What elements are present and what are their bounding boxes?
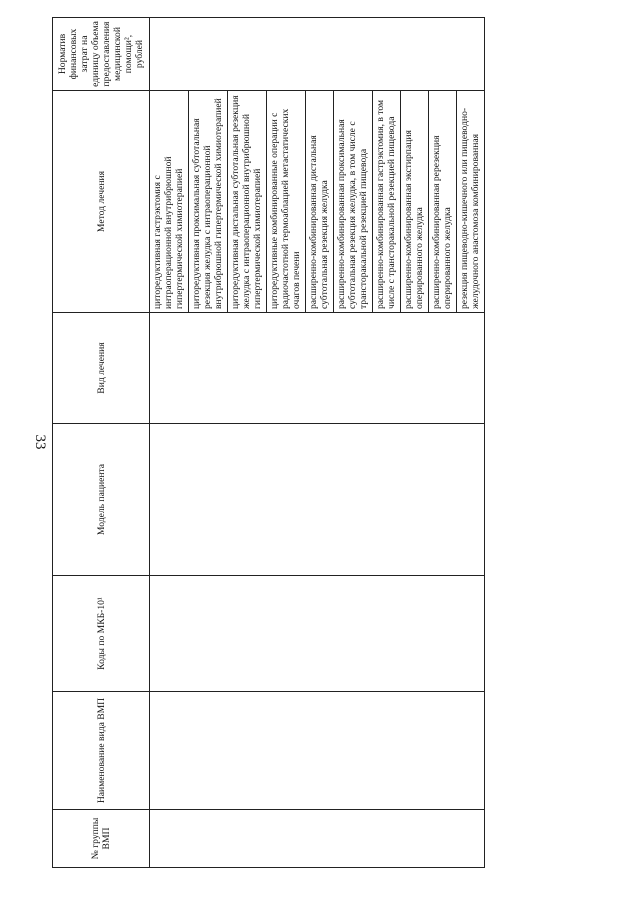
method-item: расширенно-комбинированная проксимальная субтотальная резекция желудка, в том числе с трансторакальной резекцией пищевода bbox=[334, 91, 373, 312]
header-row bbox=[53, 18, 150, 868]
method-item: циторедуктивные комбинированные операции с радиочастотной термоаблацией метастатических очагов печени bbox=[267, 91, 306, 312]
header-treatment-method: Метод лечения bbox=[53, 91, 150, 313]
header-patient-model: Модель пациента bbox=[53, 424, 150, 576]
cell-treatment-methods bbox=[150, 91, 485, 313]
vmp-table bbox=[52, 17, 485, 868]
header-group-no: № группы ВМП bbox=[53, 810, 150, 868]
header-vmp-name: Наименование вида ВМП bbox=[53, 692, 150, 810]
cell-patient-model bbox=[150, 424, 485, 576]
header-financial-norm: Норматив финансовых затрат на единицу объема предоставления медицинской помощи², рублей bbox=[53, 18, 150, 91]
method-item: расширенно-комбинированная гастрэктомия, в том числе с трансторакальной резекцией пищевода bbox=[373, 91, 401, 312]
header-treatment-type: Вид лечения bbox=[53, 313, 150, 424]
cell-financial-norm bbox=[150, 18, 485, 91]
table-row bbox=[150, 18, 485, 868]
method-item: расширенно-комбинированная дистальная субтотальная резекция желудка bbox=[306, 91, 334, 312]
header-icd-codes: Коды по МКБ-10¹ bbox=[53, 576, 150, 692]
method-item: циторедуктивная проксимальная субтотальная резекция желудка с интраоперационной внутрибрюшной гипертермической химиотерапией bbox=[189, 91, 228, 312]
page-number: 33 bbox=[32, 434, 48, 450]
cell-icd-codes bbox=[150, 576, 485, 692]
method-item: резекция пищеводно-кишечного или пищеводно-желудочного анастомоза комбинированная bbox=[459, 107, 481, 309]
method-item: расширенно-комбинированная экстирпация оперированного желудка bbox=[401, 91, 429, 312]
cell-group-no bbox=[150, 810, 485, 868]
method-item: циторедуктивная гастрэктомия с интраоперационной внутрибрюшной гипертермической химиотерапией bbox=[150, 91, 189, 312]
rotated-table-wrapper bbox=[52, 18, 627, 868]
method-item: циторедуктивная дистальная субтотальная резекция желудка с интраоперационной внутрибрюшной гипертермической химиотерапией bbox=[228, 91, 267, 312]
method-item: расширенно-комбинированная ререзекция оперированного желудка bbox=[429, 91, 457, 312]
cell-treatment-type bbox=[150, 313, 485, 424]
cell-vmp-name bbox=[150, 692, 485, 810]
